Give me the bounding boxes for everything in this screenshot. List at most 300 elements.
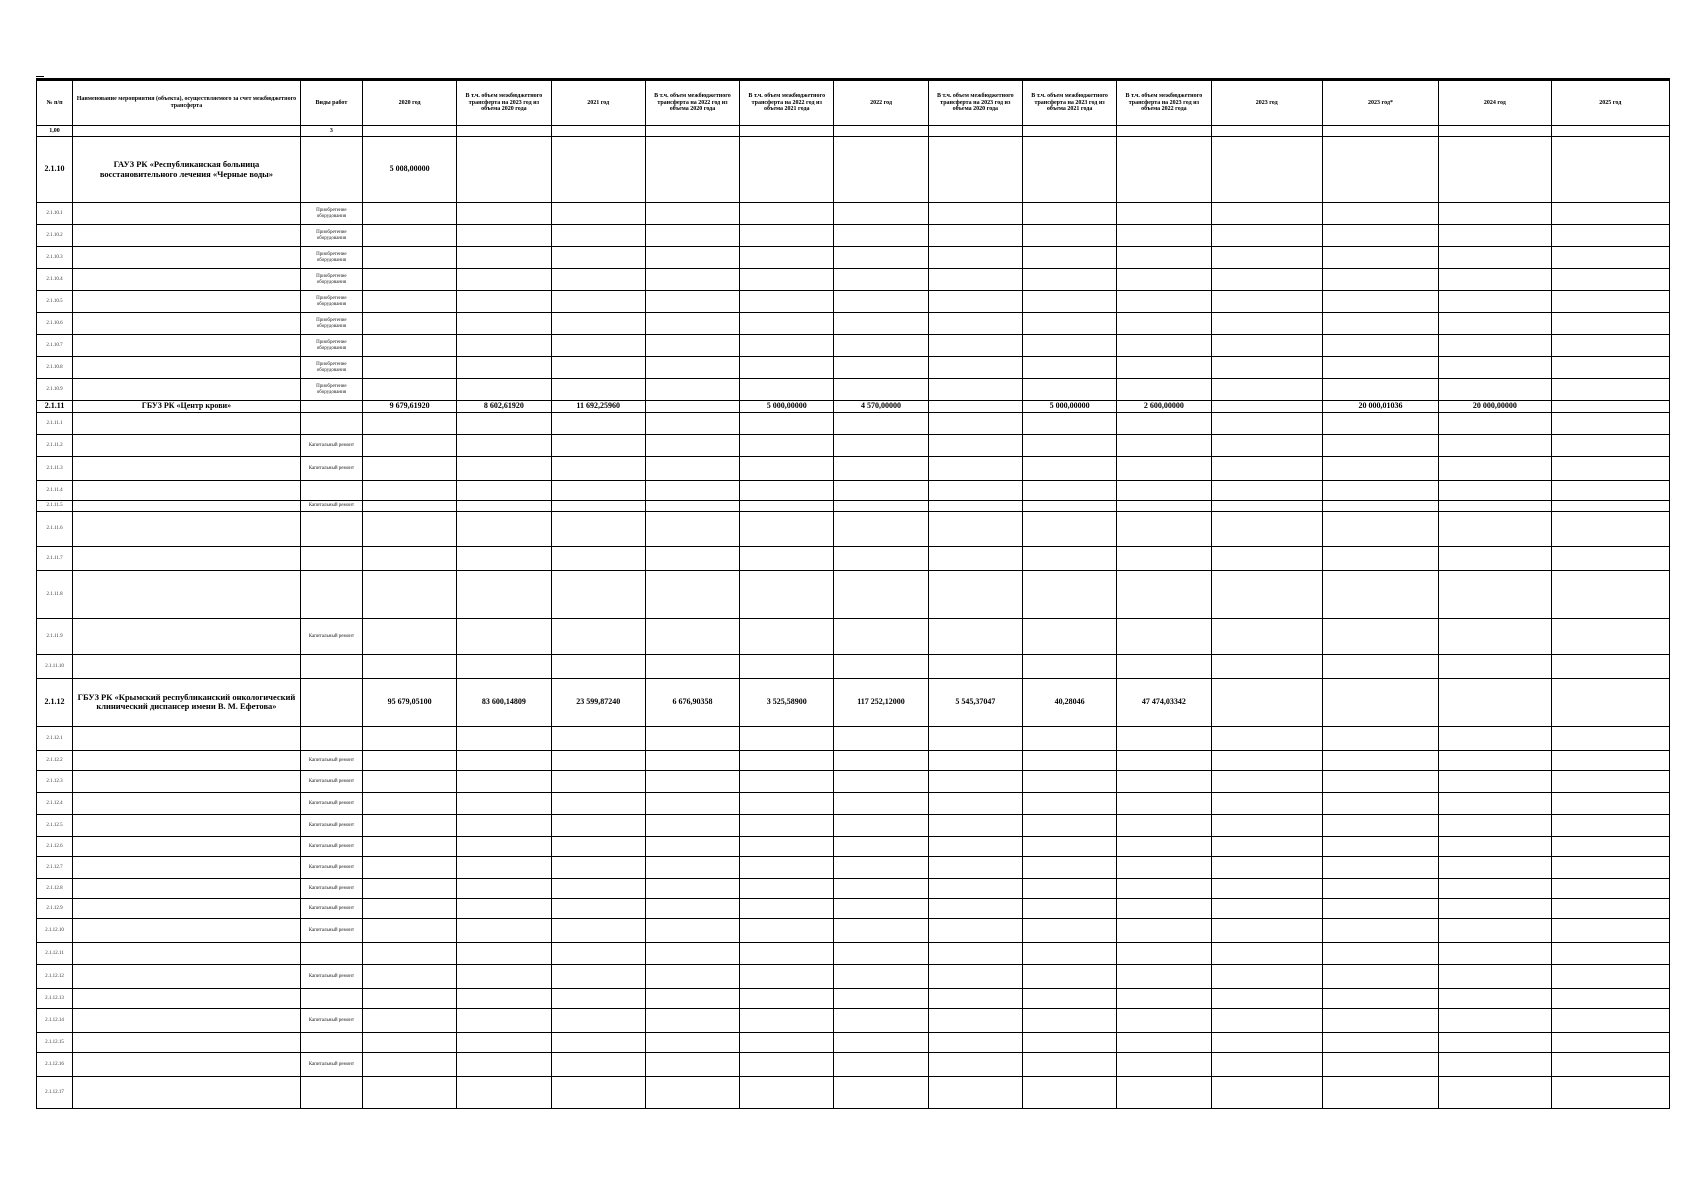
- amount-cell: [834, 1032, 928, 1052]
- amount-cell: [740, 726, 834, 750]
- amount-cell: [645, 434, 739, 456]
- object-name-cell: [73, 726, 301, 750]
- amount-cell: [551, 964, 645, 988]
- amount-cell: [457, 269, 551, 291]
- section-row: [37, 401, 1670, 413]
- amount-cell: [1439, 1076, 1551, 1108]
- amount-cell: [834, 546, 928, 570]
- amount-cell: [740, 480, 834, 500]
- amount-cell: [834, 480, 928, 500]
- work-type-cell: Приобретение оборудования: [300, 335, 362, 357]
- amount-cell: [928, 500, 1022, 511]
- amount-cell: [834, 379, 928, 401]
- amount-cell: [457, 546, 551, 570]
- row-number-cell: 2.1.12.9: [37, 898, 73, 918]
- amount-cell: [645, 726, 739, 750]
- amount-cell: [1022, 750, 1116, 770]
- amount-cell: [1551, 618, 1669, 654]
- amount-cell: [1322, 988, 1438, 1008]
- amount-cell: [1211, 918, 1322, 942]
- object-name-cell: [73, 313, 301, 335]
- amount-cell: [1117, 456, 1211, 480]
- amount-cell: [645, 570, 739, 618]
- col-2025-header: 2025 год: [1551, 80, 1669, 126]
- work-type-cell: Капитальный ремонт: [300, 964, 362, 988]
- amount-cell: [740, 357, 834, 379]
- amount-cell: [740, 570, 834, 618]
- work-type-cell: [300, 412, 362, 434]
- amount-cell: [1551, 792, 1669, 814]
- amount-cell: [1551, 137, 1669, 203]
- amount-cell: [740, 434, 834, 456]
- amount-cell: [1439, 1032, 1551, 1052]
- amount-cell: [362, 225, 456, 247]
- amount-cell: [1551, 379, 1669, 401]
- amount-cell: [645, 335, 739, 357]
- amount-cell: [1022, 654, 1116, 678]
- amount-cell: [645, 412, 739, 434]
- amount-cell: [740, 335, 834, 357]
- work-type-cell: Приобретение оборудования: [300, 379, 362, 401]
- column-number-cell: [73, 126, 301, 137]
- amount-cell: [1551, 225, 1669, 247]
- amount-cell: [928, 856, 1022, 878]
- amount-cell: [1551, 770, 1669, 792]
- amount-cell: [362, 792, 456, 814]
- amount-cell: [928, 511, 1022, 546]
- amount-cell: [362, 836, 456, 856]
- work-type-cell: [300, 654, 362, 678]
- section-row: [37, 678, 1670, 726]
- amount-cell: [740, 878, 834, 898]
- amount-cell: [457, 770, 551, 792]
- work-type-cell: Капитальный ремонт: [300, 856, 362, 878]
- object-name-cell: [73, 1076, 301, 1108]
- amount-cell: [1551, 500, 1669, 511]
- amount-cell: [551, 836, 645, 856]
- amount-cell: [1117, 654, 1211, 678]
- amount-cell: [928, 878, 1022, 898]
- amount-cell: [928, 918, 1022, 942]
- object-name-cell: [73, 412, 301, 434]
- amount-cell: [645, 878, 739, 898]
- amount-cell: [362, 1076, 456, 1108]
- amount-cell: [1117, 1032, 1211, 1052]
- amount-cell: [1022, 546, 1116, 570]
- row-number-cell: 2.1.10.9: [37, 379, 73, 401]
- object-name-cell: [73, 898, 301, 918]
- table-row: [37, 203, 1670, 225]
- amount-cell: [928, 247, 1022, 269]
- work-type-cell: Капитальный ремонт: [300, 618, 362, 654]
- amount-cell: [1211, 726, 1322, 750]
- amount-cell: 9 679,61920: [362, 401, 456, 413]
- amount-cell: [1022, 480, 1116, 500]
- amount-cell: [928, 225, 1022, 247]
- work-type-cell: Капитальный ремонт: [300, 792, 362, 814]
- amount-cell: [1322, 480, 1438, 500]
- amount-cell: [834, 618, 928, 654]
- amount-cell: [1322, 313, 1438, 335]
- amount-cell: [1551, 836, 1669, 856]
- object-name-cell: [73, 570, 301, 618]
- amount-cell: [928, 898, 1022, 918]
- amount-cell: [834, 918, 928, 942]
- row-number-cell: 2.1.12.8: [37, 878, 73, 898]
- amount-cell: [834, 814, 928, 836]
- amount-cell: [1117, 412, 1211, 434]
- amount-cell: [1211, 770, 1322, 792]
- column-number-cell: [928, 126, 1022, 137]
- amount-cell: [1551, 678, 1669, 726]
- col-t2022-from2021-header: В т.ч. объем межбюджетного трансферта на 2022 год из объема 2021 года: [740, 80, 834, 126]
- col-t2023-from2022-header: В т.ч. объем межбюджетного трансферта на 2023 год из объема 2022 года: [1117, 80, 1211, 126]
- amount-cell: [1322, 1032, 1438, 1052]
- amount-cell: [1439, 1008, 1551, 1032]
- amount-cell: [1117, 203, 1211, 225]
- row-number-cell: 2.1.10.3: [37, 247, 73, 269]
- work-type-cell: Капитальный ремонт: [300, 750, 362, 770]
- object-name-cell: [73, 203, 301, 225]
- amount-cell: [928, 1008, 1022, 1032]
- amount-cell: [928, 942, 1022, 964]
- amount-cell: [1439, 836, 1551, 856]
- table-row: [37, 412, 1670, 434]
- amount-cell: [834, 792, 928, 814]
- amount-cell: [928, 412, 1022, 434]
- amount-cell: [928, 480, 1022, 500]
- amount-cell: [1211, 1076, 1322, 1108]
- amount-cell: [1322, 570, 1438, 618]
- amount-cell: [928, 570, 1022, 618]
- amount-cell: [551, 726, 645, 750]
- amount-cell: [551, 247, 645, 269]
- amount-cell: [362, 412, 456, 434]
- amount-cell: [1439, 964, 1551, 988]
- row-number-cell: 2.1.11.4: [37, 480, 73, 500]
- amount-cell: [1022, 898, 1116, 918]
- amount-cell: [740, 814, 834, 836]
- amount-cell: [1551, 570, 1669, 618]
- amount-cell: [551, 898, 645, 918]
- table-row: [37, 918, 1670, 942]
- column-number-cell: [1322, 126, 1438, 137]
- column-number-cell: [1439, 126, 1551, 137]
- amount-cell: [645, 1076, 739, 1108]
- amount-cell: [362, 313, 456, 335]
- table-row: [37, 225, 1670, 247]
- amount-cell: [645, 988, 739, 1008]
- amount-cell: [834, 335, 928, 357]
- amount-cell: [1439, 225, 1551, 247]
- amount-cell: [645, 511, 739, 546]
- amount-cell: [1117, 291, 1211, 313]
- amount-cell: [645, 918, 739, 942]
- amount-cell: [928, 770, 1022, 792]
- amount-cell: [1022, 1032, 1116, 1052]
- work-type-cell: Капитальный ремонт: [300, 456, 362, 480]
- amount-cell: [740, 379, 834, 401]
- col-2021-header: 2021 год: [551, 80, 645, 126]
- amount-cell: [1551, 456, 1669, 480]
- object-name-cell: [73, 1052, 301, 1076]
- amount-cell: [645, 856, 739, 878]
- amount-cell: [645, 291, 739, 313]
- amount-cell: [928, 814, 1022, 836]
- table-row: [37, 988, 1670, 1008]
- amount-cell: [1022, 770, 1116, 792]
- table-row: [37, 750, 1670, 770]
- amount-cell: [1117, 137, 1211, 203]
- amount-cell: [457, 313, 551, 335]
- amount-cell: [457, 1008, 551, 1032]
- table-row: [37, 792, 1670, 814]
- amount-cell: [1322, 269, 1438, 291]
- table-row: [37, 379, 1670, 401]
- amount-cell: [1322, 456, 1438, 480]
- table-row: [37, 856, 1670, 878]
- amount-cell: [1439, 918, 1551, 942]
- work-type-cell: Приобретение оборудования: [300, 203, 362, 225]
- table-row: [37, 814, 1670, 836]
- work-type-cell: [300, 726, 362, 750]
- amount-cell: [1322, 836, 1438, 856]
- amount-cell: [645, 225, 739, 247]
- amount-cell: [1117, 878, 1211, 898]
- work-type-cell: Приобретение оборудования: [300, 247, 362, 269]
- amount-cell: [645, 964, 739, 988]
- amount-cell: [1117, 618, 1211, 654]
- amount-cell: [362, 500, 456, 511]
- amount-cell: [1439, 1052, 1551, 1076]
- amount-cell: [1322, 964, 1438, 988]
- object-name-cell: [73, 856, 301, 878]
- amount-cell: [740, 918, 834, 942]
- amount-cell: [551, 918, 645, 942]
- amount-cell: [645, 313, 739, 335]
- amount-cell: [1322, 770, 1438, 792]
- object-name-cell: [73, 654, 301, 678]
- row-number-cell: 2.1.12.12: [37, 964, 73, 988]
- amount-cell: [928, 379, 1022, 401]
- amount-cell: 117 252,12000: [834, 678, 928, 726]
- amount-cell: [1022, 291, 1116, 313]
- amount-cell: [834, 878, 928, 898]
- row-number-cell: 2.1.10.8: [37, 357, 73, 379]
- row-number-cell: 2.1.11.2: [37, 434, 73, 456]
- budget-table: [36, 78, 1670, 1109]
- amount-cell: 23 599,87240: [551, 678, 645, 726]
- amount-cell: [1551, 357, 1669, 379]
- amount-cell: [645, 379, 739, 401]
- amount-cell: [1022, 434, 1116, 456]
- row-number-cell: 2.1.10.7: [37, 335, 73, 357]
- amount-cell: [928, 434, 1022, 456]
- amount-cell: [362, 511, 456, 546]
- amount-cell: [457, 511, 551, 546]
- object-name-cell: [73, 750, 301, 770]
- amount-cell: [1117, 313, 1211, 335]
- col-t2022-from2020-header: В т.ч. объем межбюджетного трансферта на 2022 год из объема 2020 года: [645, 80, 739, 126]
- amount-cell: [1211, 269, 1322, 291]
- column-number-cell: [834, 126, 928, 137]
- object-name-cell: [73, 269, 301, 291]
- amount-cell: [645, 1032, 739, 1052]
- row-number-cell: 2.1.11: [37, 401, 73, 413]
- object-name-cell: [73, 511, 301, 546]
- amount-cell: [1322, 1008, 1438, 1032]
- amount-cell: [1322, 247, 1438, 269]
- work-type-cell: Капитальный ремонт: [300, 814, 362, 836]
- row-number-cell: 2.1.10.4: [37, 269, 73, 291]
- amount-cell: [457, 878, 551, 898]
- amount-cell: [457, 335, 551, 357]
- amount-cell: [1322, 225, 1438, 247]
- amount-cell: [928, 618, 1022, 654]
- amount-cell: [1439, 313, 1551, 335]
- amount-cell: [1322, 750, 1438, 770]
- amount-cell: [834, 770, 928, 792]
- amount-cell: 4 570,00000: [834, 401, 928, 413]
- amount-cell: [740, 942, 834, 964]
- object-name-cell: [73, 546, 301, 570]
- amount-cell: [1551, 918, 1669, 942]
- amount-cell: [1211, 878, 1322, 898]
- work-type-cell: [300, 988, 362, 1008]
- amount-cell: 20 000,00000: [1439, 401, 1551, 413]
- work-type-cell: Капитальный ремонт: [300, 918, 362, 942]
- amount-cell: [1022, 247, 1116, 269]
- amount-cell: [1022, 313, 1116, 335]
- object-name-cell: ГБУЗ РК «Крымский республиканский онкологический клинический диспансер имени В. М. Ефетова»: [73, 678, 301, 726]
- object-name-cell: [73, 247, 301, 269]
- work-type-cell: Приобретение оборудования: [300, 313, 362, 335]
- object-name-cell: [73, 878, 301, 898]
- object-name-cell: [73, 291, 301, 313]
- amount-cell: [1117, 570, 1211, 618]
- amount-cell: [362, 726, 456, 750]
- column-number-row: [37, 126, 1670, 137]
- amount-cell: [645, 480, 739, 500]
- amount-cell: [1322, 379, 1438, 401]
- amount-cell: [1551, 434, 1669, 456]
- amount-cell: [1022, 814, 1116, 836]
- object-name-cell: [73, 456, 301, 480]
- amount-cell: [551, 814, 645, 836]
- row-number-cell: 2.1.12.15: [37, 1032, 73, 1052]
- amount-cell: [1439, 878, 1551, 898]
- column-number-cell: [1211, 126, 1322, 137]
- amount-cell: [1211, 988, 1322, 1008]
- amount-cell: 83 600,14809: [457, 678, 551, 726]
- object-name-cell: [73, 918, 301, 942]
- amount-cell: [551, 1032, 645, 1052]
- amount-cell: [457, 225, 551, 247]
- amount-cell: [834, 1076, 928, 1108]
- amount-cell: [1322, 918, 1438, 942]
- row-number-cell: 2.1.12.13: [37, 988, 73, 1008]
- amount-cell: [362, 1052, 456, 1076]
- amount-cell: [834, 942, 928, 964]
- amount-cell: [362, 570, 456, 618]
- amount-cell: [1117, 814, 1211, 836]
- amount-cell: [928, 1076, 1022, 1108]
- row-number-cell: 2.1.10.6: [37, 313, 73, 335]
- row-number-cell: 2.1.12.10: [37, 918, 73, 942]
- amount-cell: 5 545,37047: [928, 678, 1022, 726]
- amount-cell: [928, 726, 1022, 750]
- amount-cell: [740, 313, 834, 335]
- amount-cell: [1211, 1032, 1322, 1052]
- amount-cell: [1551, 878, 1669, 898]
- amount-cell: [1117, 726, 1211, 750]
- column-number-cell: [551, 126, 645, 137]
- amount-cell: [1322, 1052, 1438, 1076]
- amount-cell: [362, 546, 456, 570]
- col-kind-header: Виды работ: [300, 80, 362, 126]
- object-name-cell: [73, 379, 301, 401]
- amount-cell: [1551, 988, 1669, 1008]
- amount-cell: [1439, 654, 1551, 678]
- amount-cell: [740, 898, 834, 918]
- row-number-cell: 2.1.11.5: [37, 500, 73, 511]
- column-number-cell: [362, 126, 456, 137]
- amount-cell: [457, 480, 551, 500]
- amount-cell: [928, 401, 1022, 413]
- amount-cell: [1211, 511, 1322, 546]
- amount-cell: [1551, 1008, 1669, 1032]
- amount-cell: [834, 434, 928, 456]
- amount-cell: [362, 434, 456, 456]
- amount-cell: [1439, 618, 1551, 654]
- amount-cell: 6 676,90358: [645, 678, 739, 726]
- amount-cell: [457, 137, 551, 203]
- row-number-cell: 2.1.12.6: [37, 836, 73, 856]
- amount-cell: [1022, 856, 1116, 878]
- amount-cell: [1022, 511, 1116, 546]
- amount-cell: [362, 988, 456, 1008]
- amount-cell: [645, 546, 739, 570]
- amount-cell: [740, 500, 834, 511]
- amount-cell: [834, 357, 928, 379]
- amount-cell: [551, 878, 645, 898]
- amount-cell: [1551, 511, 1669, 546]
- amount-cell: [1439, 570, 1551, 618]
- row-number-cell: 2.1.12.1: [37, 726, 73, 750]
- amount-cell: [1439, 247, 1551, 269]
- amount-cell: [551, 500, 645, 511]
- row-number-cell: 2.1.12: [37, 678, 73, 726]
- amount-cell: [834, 203, 928, 225]
- amount-cell: [457, 814, 551, 836]
- amount-cell: [551, 313, 645, 335]
- amount-cell: [645, 654, 739, 678]
- amount-cell: [457, 456, 551, 480]
- col-name-header: Наименование мероприятия (объекта), осуществляемого за счет межбюджетного трансферта: [73, 80, 301, 126]
- amount-cell: [551, 203, 645, 225]
- table-row: [37, 456, 1670, 480]
- amount-cell: [1322, 291, 1438, 313]
- amount-cell: [1439, 726, 1551, 750]
- amount-cell: [1022, 836, 1116, 856]
- amount-cell: [740, 511, 834, 546]
- amount-cell: [645, 203, 739, 225]
- amount-cell: [1439, 500, 1551, 511]
- amount-cell: [1211, 313, 1322, 335]
- table-row: [37, 313, 1670, 335]
- object-name-cell: [73, 618, 301, 654]
- amount-cell: [740, 1032, 834, 1052]
